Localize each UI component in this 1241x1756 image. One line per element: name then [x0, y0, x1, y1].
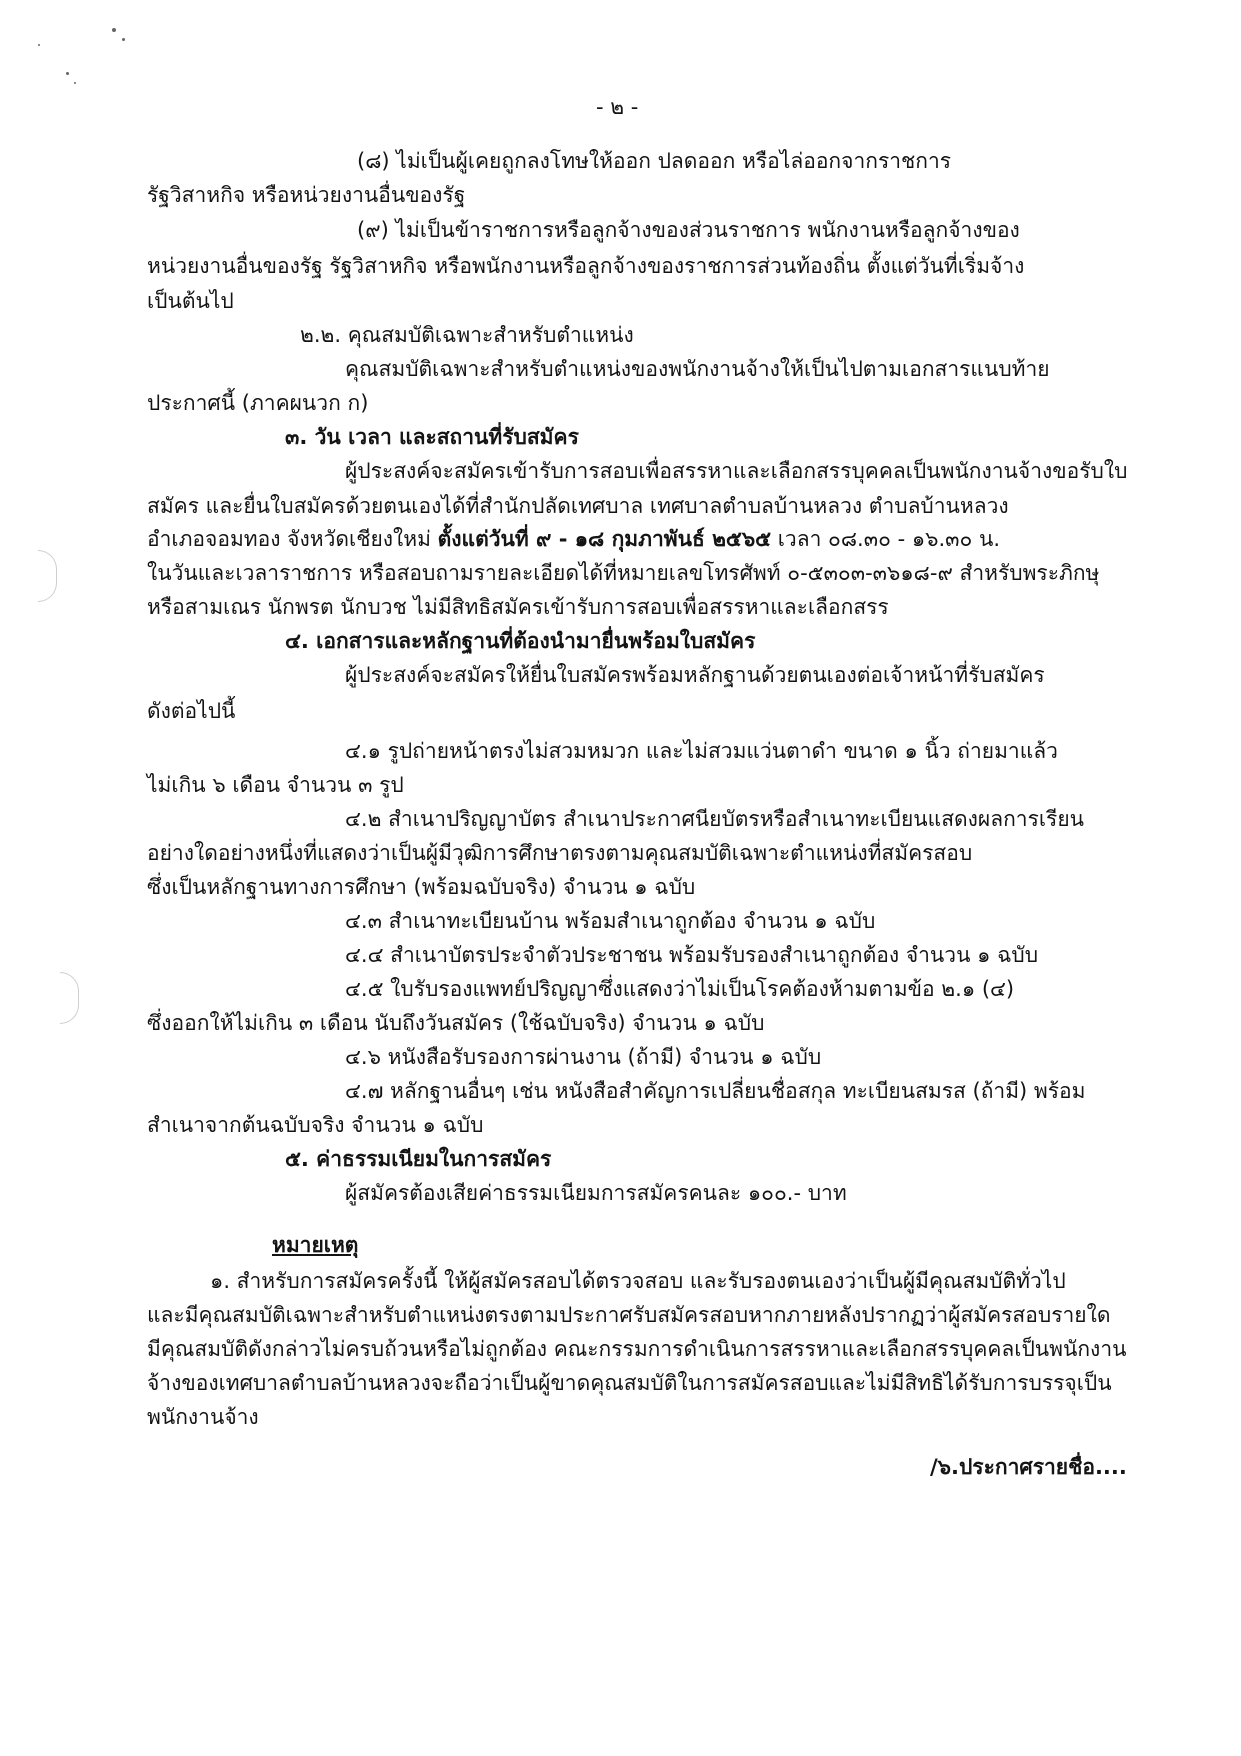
- text-line: หรือสามเณร นักพรต นักบวช ไม่มีสิทธิสมัครเข้ารับการสอบเพื่อสรรหาและเลือกสรร: [147, 595, 889, 619]
- section-heading: ๓. วัน เวลา และสถานที่รับสมัคร: [285, 425, 579, 449]
- punch-hole-shadow: [38, 550, 57, 602]
- list-item: ๔.๓ สำเนาทะเบียนบ้าน พร้อมสำเนาถูกต้อง จำนวน ๑ ฉบับ: [345, 909, 876, 933]
- scan-speck: [112, 28, 116, 32]
- text-line: ในวันและเวลาราชการ หรือสอบถามรายละเอียดได้ที่หมายเลขโทรศัพท์ ๐-๕๓๐๓-๓๖๑๘-๙ สำหรับพระภิกษุ: [147, 561, 1100, 585]
- list-item: ๔.๕ ใบรับรองแพทย์ปริญญาซึ่งแสดงว่าไม่เป็นโรคต้องห้ามตามข้อ ๒.๑ (๔): [345, 977, 1015, 1001]
- remarks-heading: หมายเหตุ: [272, 1233, 359, 1257]
- text-line: ๑. สำหรับการสมัครครั้งนี้ ให้ผู้สมัครสอบได้ตรวจสอบ และรับรองตนเองว่าเป็นผู้มีคุณสมบัติทั่วไป: [210, 1269, 1066, 1293]
- application-dates: ตั้งแต่วันที่ ๙ - ๑๘ กุมภาพันธ์ ๒๕๖๕: [437, 527, 772, 551]
- text-line: [147, 524, 1000, 554]
- text-line: ซึ่งออกให้ไม่เกิน ๓ เดือน นับถึงวันสมัคร (ใช้ฉบับจริง) จำนวน ๑ ฉบับ: [147, 1011, 765, 1035]
- text-line: สมัคร และยื่นใบสมัครด้วยตนเองได้ที่สำนักปลัดเทศบาล เทศบาลตำบลบ้านหลวง ตำบลบ้านหลวง: [147, 494, 1009, 518]
- text-line: มีคุณสมบัติดังกล่าวไม่ครบถ้วนหรือไม่ถูกต้อง คณะกรรมการดำเนินการสรรหาและเลือกสรรบุคคลเป็นพนักงาน: [147, 1337, 1127, 1361]
- text-line: ไม่เกิน ๖ เดือน จำนวน ๓ รูป: [147, 773, 404, 797]
- section-heading: ๒.๒. คุณสมบัติเฉพาะสำหรับตำแหน่ง: [300, 323, 634, 347]
- text-line: (๘) ไม่เป็นผู้เคยถูกลงโทษให้ออก ปลดออก หรือไล่ออกจากราชการ: [357, 149, 952, 173]
- text-line: ผู้สมัครต้องเสียค่าธรรมเนียมการสมัครคนละ ๑๐๐.- บาท: [345, 1181, 847, 1205]
- text-fragment: อำเภอจอมทอง จังหวัดเชียงใหม่: [147, 527, 431, 551]
- list-item: ๔.๒ สำเนาปริญญาบัตร สำเนาประกาศนียบัตรหรือสำเนาทะเบียนแสดงผลการเรียน: [345, 807, 1084, 831]
- text-line: คุณสมบัติเฉพาะสำหรับตำแหน่งของพนักงานจ้างให้เป็นไปตามเอกสารแนบท้าย: [345, 357, 1050, 381]
- text-line: และมีคุณสมบัติเฉพาะสำหรับตำแหน่งตรงตามประกาศรับสมัครสอบหากภายหลังปรากฏว่าผู้สมัครสอบรายใด: [147, 1303, 1111, 1327]
- text-line: ประกาศนี้ (ภาคผนวก ก): [147, 391, 369, 415]
- scan-speck: [66, 72, 69, 75]
- list-item: ๔.๔ สำเนาบัตรประจำตัวประชาชน พร้อมรับรองสำเนาถูกต้อง จำนวน ๑ ฉบับ: [345, 943, 1039, 967]
- punch-hole-shadow: [60, 972, 79, 1024]
- list-item: ๔.๑ รูปถ่ายหน้าตรงไม่สวมหมวก และไม่สวมแว่นตาดำ ขนาด ๑ นิ้ว ถ่ายมาแล้ว: [345, 739, 1058, 763]
- scan-speck: [122, 38, 125, 41]
- text-line: เป็นต้นไป: [147, 289, 234, 313]
- scan-speck: [38, 44, 40, 46]
- text-line: พนักงานจ้าง: [147, 1405, 259, 1429]
- text-fragment: เวลา ๐๘.๓๐ - ๑๖.๓๐ น.: [777, 527, 1001, 551]
- text-line: อย่างใดอย่างหนึ่งที่แสดงว่าเป็นผู้มีวุฒิการศึกษาตรงตามคุณสมบัติเฉพาะตำแหน่งที่สมัครสอบ: [147, 841, 973, 865]
- section-heading: ๕. ค่าธรรมเนียมในการสมัคร: [285, 1147, 552, 1171]
- continuation-note: /๖.ประกาศรายชื่อ....: [930, 1455, 1127, 1479]
- text-line: ซึ่งเป็นหลักฐานทางการศึกษา (พร้อมฉบับจริง) จำนวน ๑ ฉบับ: [147, 875, 696, 899]
- list-item: ๔.๖ หนังสือรับรองการผ่านงาน (ถ้ามี) จำนวน ๑ ฉบับ: [345, 1045, 822, 1069]
- text-line: ผู้ประสงค์จะสมัครให้ยื่นใบสมัครพร้อมหลักฐานด้วยตนเองต่อเจ้าหน้าที่รับสมัคร: [345, 663, 1045, 687]
- text-line: (๙) ไม่เป็นข้าราชการหรือลูกจ้างของส่วนราชการ พนักงานหรือลูกจ้างของ: [357, 218, 1020, 242]
- section-heading: ๔. เอกสารและหลักฐานที่ต้องนำมายื่นพร้อมใบสมัคร: [285, 629, 756, 653]
- list-item: ๔.๗ หลักฐานอื่นๆ เช่น หนังสือสำคัญการเปลี่ยนชื่อสกุล ทะเบียนสมรส (ถ้ามี) พร้อม: [345, 1079, 1086, 1103]
- text-line: ผู้ประสงค์จะสมัครเข้ารับการสอบเพื่อสรรหาและเลือกสรรบุคคลเป็นพนักงานจ้างขอรับใบ: [345, 459, 1128, 483]
- text-line: หน่วยงานอื่นของรัฐ รัฐวิสาหกิจ หรือพนักงานหรือลูกจ้างของราชการส่วนท้องถิ่น ตั้งแต่วันที่เริ่มจ้าง: [147, 254, 1025, 278]
- page-number: - ๒ -: [596, 95, 639, 119]
- text-line: ดังต่อไปนี้: [147, 699, 236, 723]
- text-line: รัฐวิสาหกิจ หรือหน่วยงานอื่นของรัฐ: [147, 183, 466, 207]
- text-line: จ้างของเทศบาลตำบลบ้านหลวงจะถือว่าเป็นผู้ขาดคุณสมบัติในการสมัครสอบและไม่มีสิทธิได้รับการบรรจุเป็น: [147, 1371, 1112, 1395]
- text-line: สำเนาจากต้นฉบับจริง จำนวน ๑ ฉบับ: [147, 1113, 484, 1137]
- scan-speck: [74, 82, 76, 84]
